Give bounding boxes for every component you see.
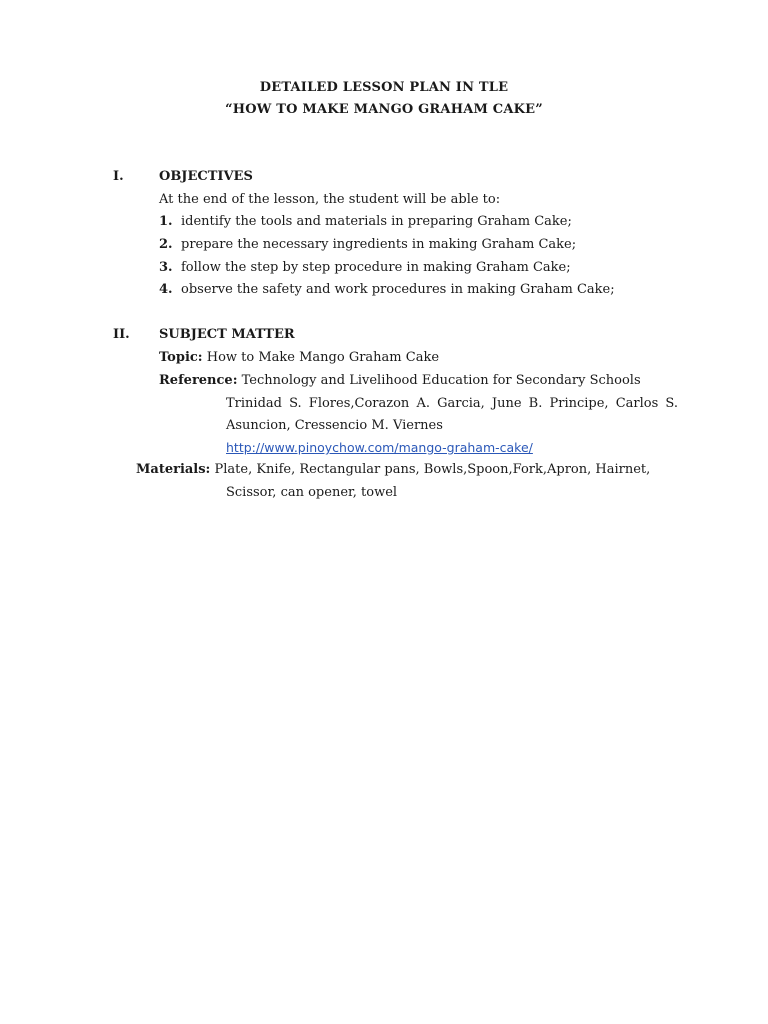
reference-link[interactable]: http://www.pinoychow.com/mango-graham-cake/ (226, 440, 533, 455)
objectives-intro: At the end of the lesson, the student will be able to: (159, 192, 501, 207)
objective-number: 1. (159, 214, 173, 229)
reference-line (159, 373, 641, 388)
author-word: Trinidad (226, 396, 282, 411)
section-heading-objectives: OBJECTIVES (159, 169, 253, 184)
objective-item (159, 237, 576, 252)
objective-number: 3. (159, 260, 173, 275)
author-word: S. (665, 396, 678, 411)
author-word: S. (289, 396, 302, 411)
authors-line-1 (226, 396, 678, 411)
reference-label: Reference: (159, 373, 238, 388)
author-word: Carlos (615, 396, 659, 411)
author-word: Flores,Corazon (308, 396, 410, 411)
author-word: Garcia, (437, 396, 485, 411)
section-number-subject-matter: II. (113, 327, 130, 342)
objective-text: observe the safety and work procedures in making Graham Cake; (181, 282, 615, 297)
materials-label: Materials: (136, 462, 211, 477)
author-word: B. (528, 396, 543, 411)
authors-line-2: Asuncion, Cressencio M. Viernes (226, 418, 443, 433)
materials-value: Plate, Knife, Rectangular pans, Bowls,Spoon,Fork,Apron, Hairnet, (214, 462, 651, 477)
topic-label: Topic: (159, 350, 203, 365)
objective-text: identify the tools and materials in preparing Graham Cake; (181, 214, 572, 229)
objective-item (159, 282, 615, 297)
materials-line (136, 462, 650, 477)
reference-link-line (226, 440, 533, 456)
reference-value: Technology and Livelihood Education for Secondary Schools (241, 373, 641, 388)
author-word: Principe, (549, 396, 609, 411)
document-title: DETAILED LESSON PLAN IN TLE (259, 80, 509, 95)
objective-number: 4. (159, 282, 173, 297)
objective-text: prepare the necessary ingredients in making Graham Cake; (181, 237, 577, 252)
topic-value: How to Make Mango Graham Cake (206, 350, 440, 365)
objective-number: 2. (159, 237, 173, 252)
section-number-objectives: I. (113, 169, 124, 184)
objective-item (159, 214, 572, 229)
objective-text: follow the step by step procedure in making Graham Cake; (181, 260, 571, 275)
topic-line (159, 350, 439, 365)
author-word: A. (416, 396, 430, 411)
materials-line-2: Scissor, can opener, towel (226, 485, 398, 500)
objective-item (159, 260, 571, 275)
author-word: June (491, 396, 522, 411)
section-heading-subject-matter: SUBJECT MATTER (159, 327, 295, 342)
document-subtitle: “HOW TO MAKE MANGO GRAHAM CAKE” (225, 102, 543, 117)
